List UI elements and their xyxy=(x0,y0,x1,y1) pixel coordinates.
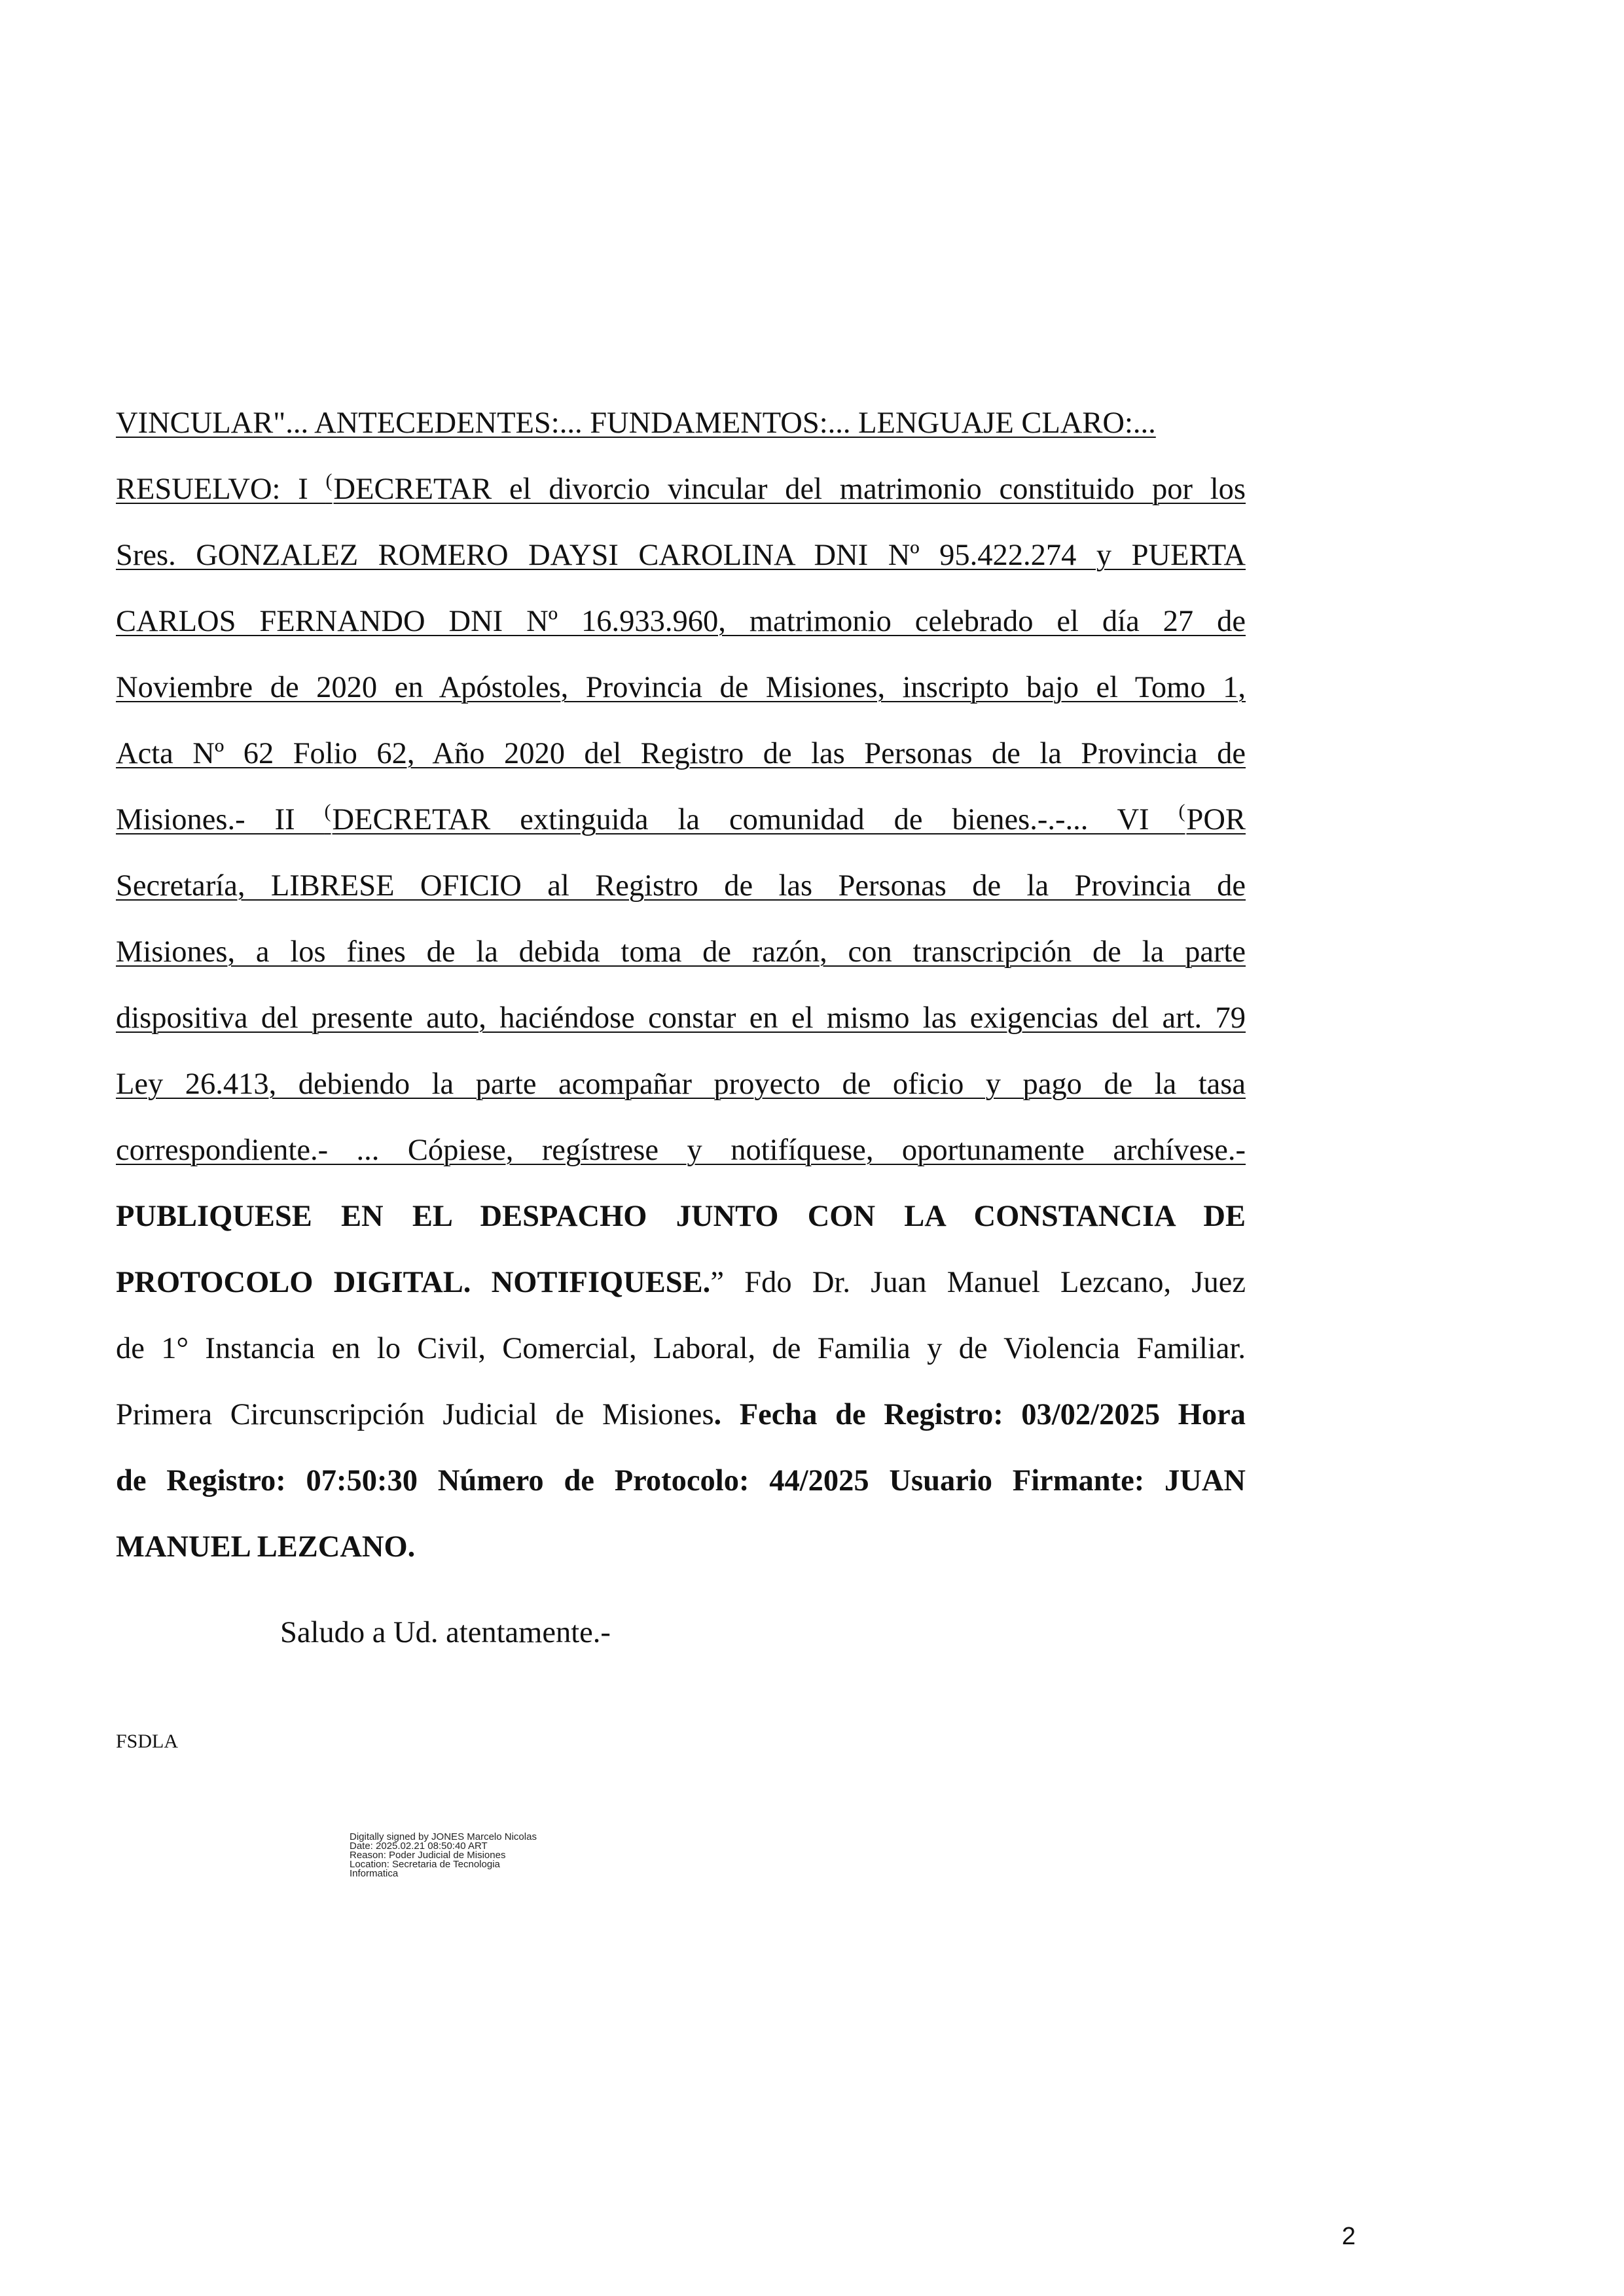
text-line: de 1° Instancia en lo Civil, Comercial, Laboral, de Familia y de Violencia Familiar. xyxy=(116,1332,1246,1365)
text-line: Misiones, a los fines de la debida toma de razón, con transcripción de la parte xyxy=(116,935,1246,969)
page-number: 2 xyxy=(1341,2223,1356,2250)
digital-signature-block xyxy=(350,1833,537,1878)
text-line: Secretaría, LIBRESE OFICIO al Registro de las Personas de la Provincia de xyxy=(116,869,1246,903)
text-line: PROTOCOLO DIGITAL. NOTIFIQUESE.” Fdo Dr. Juan Manuel Lezcano, Juez xyxy=(116,1266,1246,1299)
text-line: de Registro: 07:50:30 Número de Protocolo: 44/2025 Usuario Firmante: JUAN xyxy=(116,1464,1246,1498)
signature-line: Location: Secretaria de Tecnologia xyxy=(350,1859,500,1870)
signature-line: Informatica xyxy=(350,1868,399,1879)
text-line: dispositiva del presente auto, haciéndose constar en el mismo las exigencias del art. 79 xyxy=(116,1001,1246,1035)
text-line: CARLOS FERNANDO DNI Nº 16.933.960, matrimonio celebrado el día 27 de xyxy=(116,605,1246,638)
signature-line: Date: 2025.02.21 08:50:40 ART xyxy=(350,1840,488,1852)
text-line: Acta Nº 62 Folio 62, Año 2020 del Registro de las Personas de la Provincia de xyxy=(116,737,1246,770)
text-line: MANUEL LEZCANO. xyxy=(116,1530,416,1564)
text-line: Misiones.- II (DECRETAR extinguida la comunidad de bienes.-.-... VI (POR xyxy=(116,800,1246,836)
signature-line: Reason: Poder Judicial de Misiones xyxy=(350,1850,506,1861)
text-line: Ley 26.413, debiendo la parte acompañar proyecto de oficio y pago de la tasa xyxy=(116,1067,1246,1101)
text-line: RESUELVO: I (DECRETAR el divorcio vincular del matrimonio constituido por los xyxy=(116,470,1246,506)
text-line: Primera Circunscripción Judicial de Misiones. Fecha de Registro: 03/02/2025 Hora xyxy=(116,1398,1246,1431)
closing-salutation: Saludo a Ud. atentamente.- xyxy=(280,1616,611,1649)
signature-line: Digitally signed by JONES Marcelo Nicolas xyxy=(350,1831,537,1842)
author-initials: FSDLA xyxy=(116,1731,179,1752)
resolution-text xyxy=(116,390,1246,1580)
text-line: PUBLIQUESE EN EL DESPACHO JUNTO CON LA CONSTANCIA DE xyxy=(116,1200,1246,1233)
text-line: correspondiente.- ... Cópiese, regístrese y notifíquese, oportunamente archívese.- xyxy=(116,1134,1246,1167)
text-line: Sres. GONZALEZ ROMERO DAYSI CAROLINA DNI Nº 95.422.274 y PUERTA xyxy=(116,539,1246,572)
text-line: VINCULAR"... ANTECEDENTES:... FUNDAMENTOS:... LENGUAJE CLARO:... xyxy=(116,406,1156,440)
text-line: Noviembre de 2020 en Apóstoles, Provincia de Misiones, inscripto bajo el Tomo 1, xyxy=(116,671,1246,704)
